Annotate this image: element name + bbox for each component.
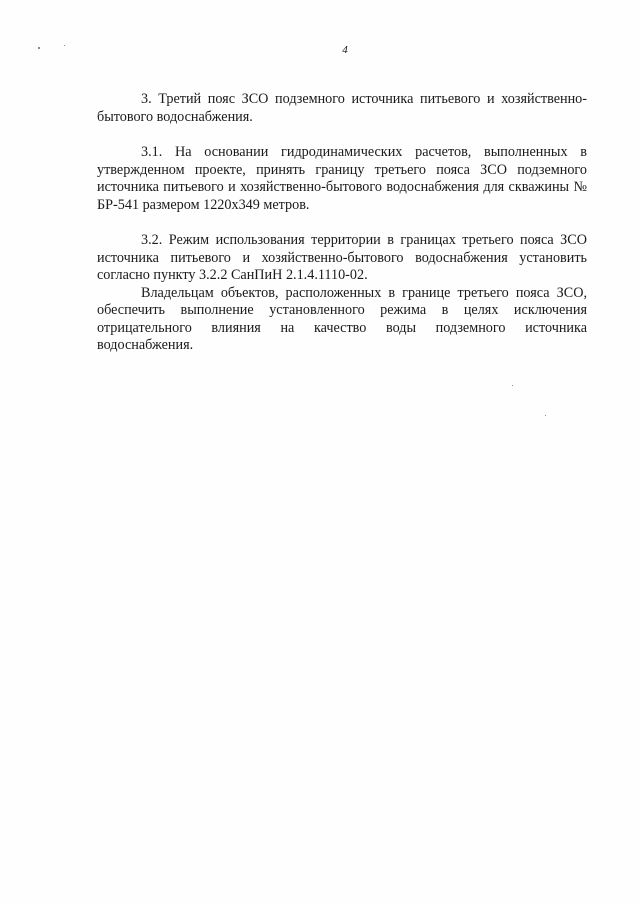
section-3-1-paragraph: 3.1. На основании гидродинамических расчетов, выполненных в утвержденном проекте, принять границу третьего пояса ЗСО подземного источника питьевого и хозяйственно-бытового водоснабжения для скважины № БР-541 размером 1220х349 метров. bbox=[97, 144, 587, 213]
section-3-2-owners-paragraph: Владельцам объектов, расположенных в границе третьего пояса ЗСО, обеспечить выполнение установленного режима в целях исключения отрицательного влияния на качество воды подземного источника водоснабжения. bbox=[97, 284, 587, 353]
section-3-2-paragraph: 3.2. Режим использования территории в границах третьего пояса ЗСО источника питьевого и хозяйственно-бытового водоснабжения установить согласно пункту 3.2.2 СанПиН 2.1.4.1110-02. bbox=[97, 232, 587, 283]
section-3-heading: 3. Третий пояс ЗСО подземного источника питьевого и хозяйственно-бытового водоснабжения. bbox=[97, 91, 587, 125]
page-number: 4 bbox=[342, 44, 348, 56]
scan-speck bbox=[545, 415, 546, 416]
scan-speck bbox=[38, 47, 40, 49]
document-body bbox=[97, 91, 587, 355]
scan-speck bbox=[64, 45, 65, 46]
scan-speck bbox=[512, 385, 513, 386]
